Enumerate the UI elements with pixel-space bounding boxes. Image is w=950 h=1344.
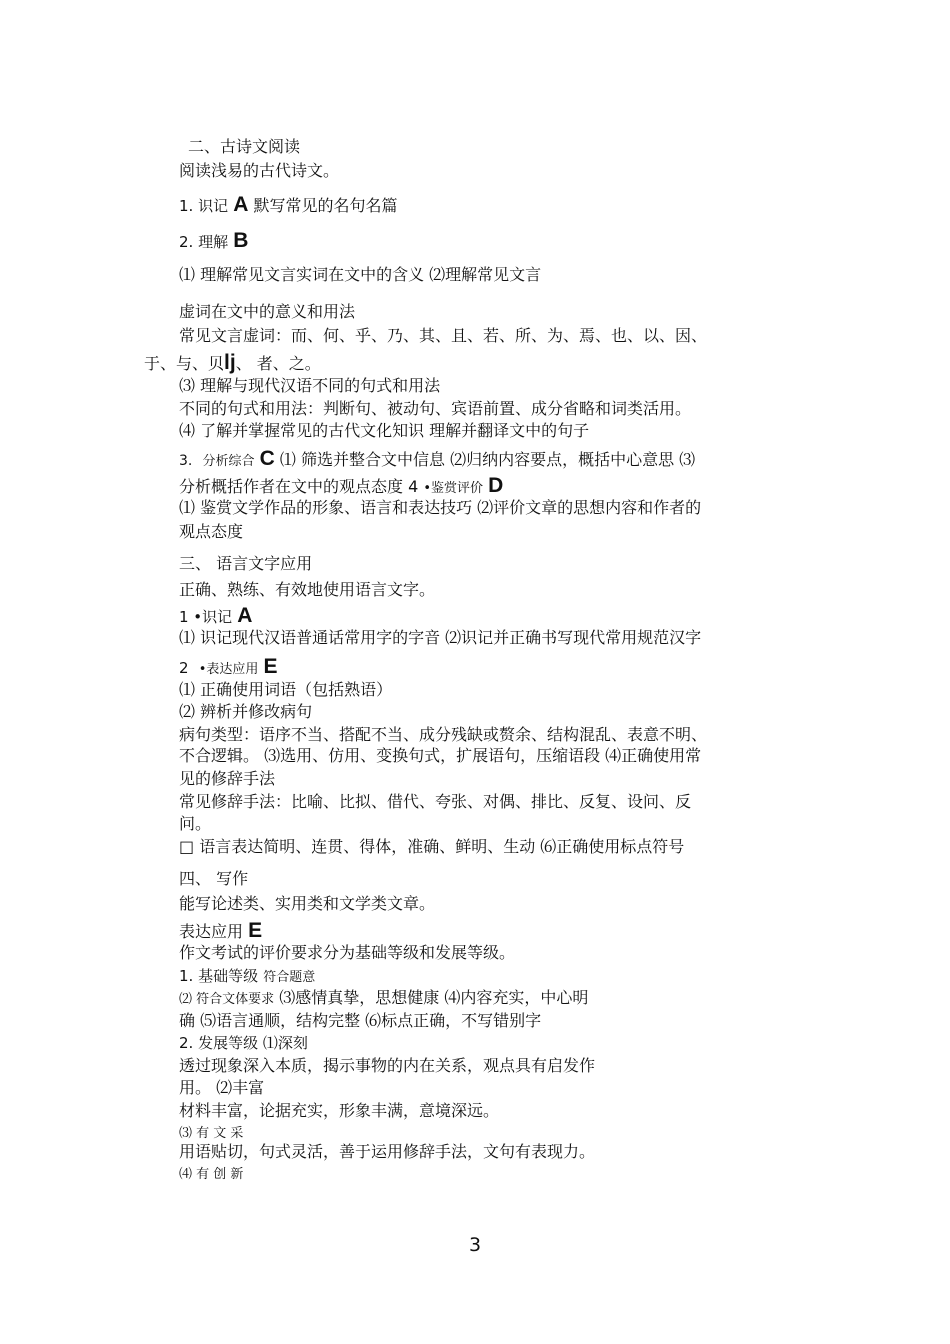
text-line: 观点态度: [179, 522, 244, 541]
text-line: 正确、熟练、有效地使用语言文字。: [179, 580, 436, 599]
level-letter: E: [263, 655, 278, 678]
section-heading-classical-reading: 二、古诗文阅读: [188, 137, 301, 156]
page-number: 3: [468, 1234, 482, 1256]
text-line: 见的修辞手法: [179, 769, 276, 788]
item-express: 2 •表达应用 E: [179, 655, 278, 678]
text-line: 材料丰富，论据充实，形象丰满，意境深远。: [179, 1101, 500, 1120]
item-development-level: 2. 发展等级 ⑴深刻: [179, 1034, 308, 1052]
item-understand: 2. 理解 B: [179, 229, 249, 252]
text-line: 不同的句式和用法：判断句、被动句、宾语前置、成分省略和词类活用。: [179, 399, 692, 418]
level-letter: C: [259, 447, 275, 470]
text-line: ⑶ 理解与现代汉语不同的句式和用法: [179, 376, 441, 395]
text-line: ⑵ 辨析并修改病句: [179, 702, 313, 721]
text-line: ⑷ 有 创 新: [179, 1167, 244, 1182]
level-letter: lj: [224, 351, 236, 374]
text-line: 作文考试的评价要求分为基础等级和发展等级。: [179, 943, 516, 962]
section-heading-writing: 四、 写作: [179, 869, 249, 888]
text-line: ⑶ 有 文 采: [179, 1126, 244, 1141]
text-line: 用语贴切，句式灵活，善于运用修辞手法，文句有表现力。: [179, 1142, 596, 1161]
text-line: 用。 ⑵丰富: [179, 1078, 265, 1097]
item-appreciate: 分析概括作者在文中的观点态度 4 •鉴赏评价 D: [179, 474, 504, 497]
text-line: ⑴ 鉴赏文学作品的形象、语言和表达技巧 ⑵评价文章的思想内容和作者的: [179, 498, 702, 517]
text-line: 常见修辞手法：比喻、比拟、借代、夸张、对偶、排比、反复、设问、反: [179, 792, 692, 811]
section-heading-language-use: 三、 语言文字应用: [179, 554, 313, 573]
text-line: ⑴ 理解常见文言实词在文中的含义 ⑵理解常见文言: [179, 265, 542, 284]
text-line: 病句类型：语序不当、搭配不当、成分残缺或赘余、结构混乱、表意不明、: [179, 725, 708, 744]
level-letter: D: [488, 474, 504, 497]
text-line: 虚词在文中的意义和用法: [179, 302, 356, 321]
text-line: 透过现象深入本质，揭示事物的内在关系，观点具有启发作: [179, 1056, 596, 1075]
text-line: 不合逻辑。 ⑶选用、仿用、变换句式，扩展语句，压缩语段 ⑷正确使用常: [179, 746, 702, 765]
level-letter: A: [233, 193, 249, 216]
item-memorize-2: 1 •识记 A: [179, 604, 253, 627]
level-letter: A: [237, 604, 253, 627]
text-line: ⑵ 符合文体要求 ⑶感情真挚，思想健康 ⑷内容充实，中心明: [179, 988, 589, 1007]
text-line: 确 ⑸语言通顺，结构完整 ⑹标点正确，不写错别字: [179, 1011, 542, 1030]
text-line: ⑷ 了解并掌握常见的古代文化知识 理解并翻译文中的句子: [179, 421, 590, 440]
text-line: 能写论述类、实用类和文学类文章。: [179, 894, 436, 913]
level-letter: B: [233, 229, 249, 252]
item-basic-level: 1. 基础等级 符合题意: [179, 967, 316, 985]
text-line: 常见文言虚词：而、何、乎、乃、其、且、若、所、为、焉、也、以、因、: [179, 326, 708, 345]
text-line: 问。: [179, 814, 212, 833]
item-analyze: 3. 分析综合 C ⑴ 筛选并整合文中信息 ⑵归纳内容要点，概括中心意思 ⑶: [179, 447, 696, 470]
text-line: 于、与、贝lj、 者、之。: [144, 351, 321, 374]
text-line: □ 语言表达简明、连贯、得体，准确、鲜明、生动 ⑹正确使用标点符号: [179, 837, 685, 856]
item-express-2: 表达应用 E: [179, 919, 263, 942]
text-line: ⑴ 识记现代汉语普通话常用字的字音 ⑵识记并正确书写现代常用规范汉字: [179, 628, 702, 647]
text-line: 阅读浅易的古代诗文。: [179, 161, 340, 180]
text-line: ⑴ 正确使用词语（包括熟语）: [179, 680, 393, 699]
level-letter: E: [248, 919, 263, 942]
item-memorize: 1. 识记 A 默写常见的名句名篇: [179, 193, 398, 216]
